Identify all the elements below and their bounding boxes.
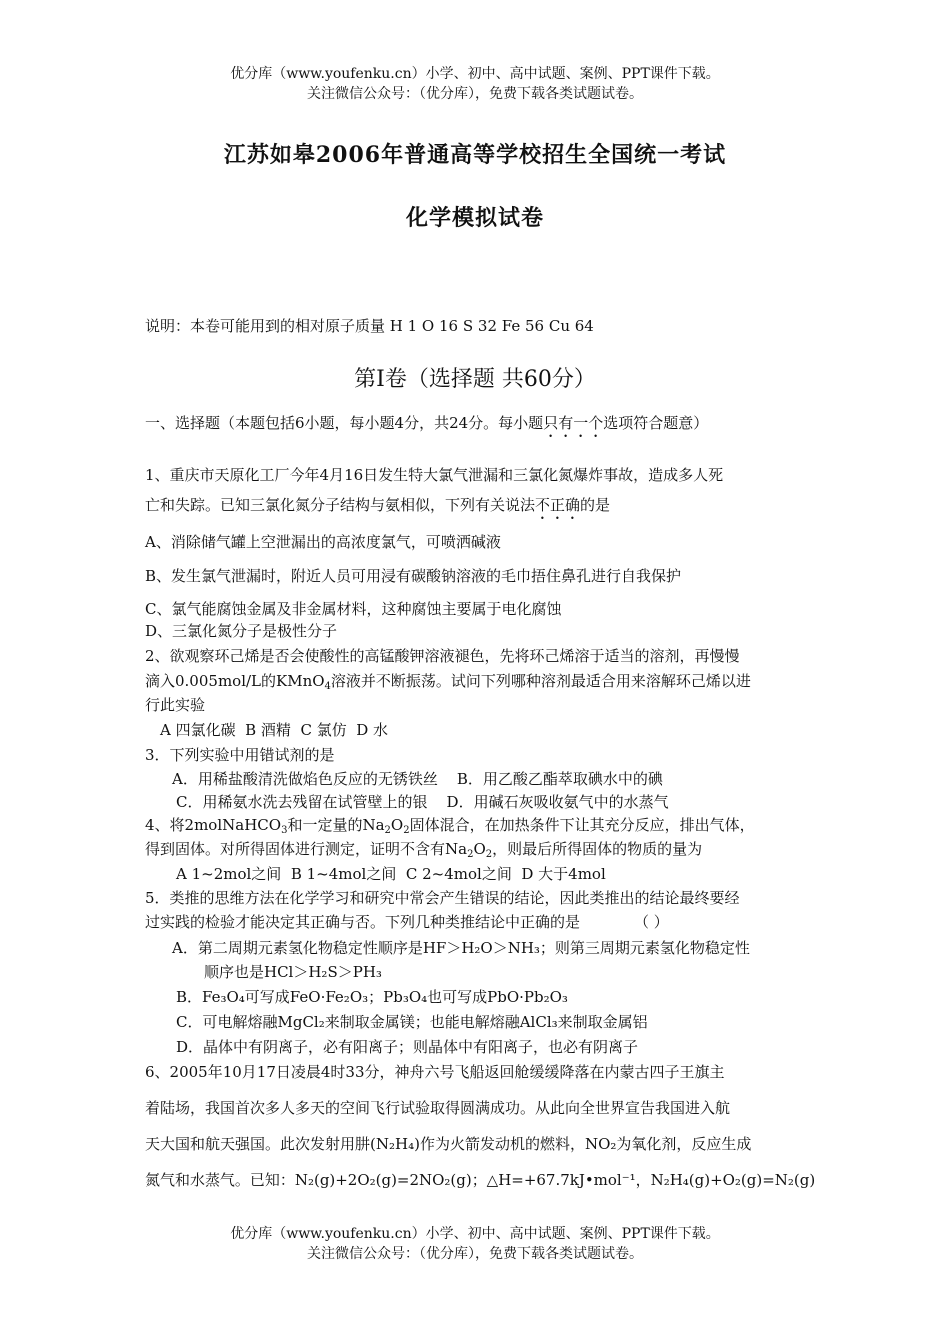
q5-stem-line-1: 5．类推的思维方法在化学学习和研究中常会产生错误的结论，因此类推出的结论最终要经 xyxy=(145,889,740,907)
q2-stem-line-3: 行此实验 xyxy=(145,696,206,714)
q6-stem-line-1: 6、2005年10月17日凌晨4时33分，神舟六号飞船返回舱缓缓降落在内蒙古四子王旗主 xyxy=(145,1063,725,1081)
part1-instructions: 一、选择题（本题包括6小题，每小题4分，共24分。每小题只有一个选项符合题意） xyxy=(145,414,709,432)
exam-title: 江苏如皋2006年普通高等学校招生全国统一考试 xyxy=(223,142,727,168)
q3-stem: 3．下列实验中用错试剂的是 xyxy=(145,746,335,764)
q5-option-c: C．可电解熔融MgCl₂来制取金属镁；也能电解熔融AlCl₃来制取金属铝 xyxy=(176,1013,648,1031)
q4-stem-line-2: 得到固体。对所得固体进行测定，证明不含有$Na_2O_2$，则最后所得固体的物质的量为 xyxy=(145,840,703,860)
q3-options-cd: C．用稀氨水洗去残留在试管壁上的银 D．用碱石灰吸收氨气中的水蒸气 xyxy=(176,793,669,811)
q2-stem-line-1: 2、欲观察环己烯是否会使酸性的高锰酸钾溶液褪色，先将环己烯溶于适当的溶剂，再慢慢 xyxy=(145,647,740,665)
q5-stem-line-2: 过实践的检验才能决定其正确与否。下列几种类推结论中正确的是 （ ） xyxy=(145,913,669,931)
q5-option-a-line-2: 顺序也是HCl＞H₂S＞PH₃ xyxy=(204,963,382,981)
footer-line-1: 优分库（www.youfenku.cn）小学、初中、高中试题、案例、PPT课件下载。 xyxy=(230,1226,720,1242)
q1-option-d: D、三氯化氮分子是极性分子 xyxy=(145,622,338,640)
q4-options: A 1~2mol之间 B 1~4mol之间 C 2~4mol之间 D 大于4mol xyxy=(176,865,606,883)
q1-option-c: C、氯气能腐蚀金属及非金属材料，这种腐蚀主要属于电化腐蚀 xyxy=(145,600,562,618)
q6-stem-line-3: 天大国和航天强国。此次发射用肼(N₂H₄)作为火箭发动机的燃料，NO₂为氧化剂，反应生成 xyxy=(145,1135,752,1153)
q5-option-d: D．晶体中有阴离子，必有阳离子；则晶体中有阳离子，也必有阴离子 xyxy=(176,1038,639,1056)
q6-stem-line-2: 着陆场，我国首次多人多天的空间飞行试验取得圆满成功。从此向全世界宣告我国进入航 xyxy=(145,1099,731,1117)
q5-option-b: B．Fe₃O₄可写成FeO·Fe₂O₃；Pb₃O₄也可写成PbO·Pb₂O₃ xyxy=(176,988,568,1006)
header-line-2: 关注微信公众号：（优分库），免费下载各类试题试卷。 xyxy=(307,86,643,102)
q6-stem-line-4: 氮气和水蒸气。已知：N₂(g)+2O₂(g)=2NO₂(g)；△H=+67.7kJ•mol⁻¹，N₂H₄(g)+O₂(g)=N₂(g) xyxy=(145,1171,816,1189)
q1-stem-line-2: 亡和失踪。已知三氯化氮分子结构与氨相似，下列有关说法不正确的是 xyxy=(145,496,611,514)
q1-option-a: A、消除储气罐上空泄漏出的高浓度氯气，可喷洒碱液 xyxy=(145,533,501,551)
header-line-1: 优分库（www.youfenku.cn）小学、初中、高中试题、案例、PPT课件下载。 xyxy=(230,66,720,82)
footer-line-2: 关注微信公众号：（优分库），免费下载各类试题试卷。 xyxy=(307,1246,643,1262)
q4-stem-line-1: 4、将2molNaHCO$_3$和一定量的$Na_2O_2$固体混合，在加热条件下让其充分反应，排出气体， xyxy=(145,816,755,836)
section-heading: 第Ⅰ卷（选择题 共60分） xyxy=(354,367,596,392)
emphasis-only-one: 只有一个 xyxy=(543,414,604,432)
q2-options: A 四氯化碳 B 酒精 C 氯仿 D 水 xyxy=(160,721,389,739)
answer-paren: （ ） xyxy=(634,913,669,931)
q5-option-a-line-1: A．第二周期元素氢化物稳定性顺序是HF＞H₂O＞NH₃；则第三周期元素氢化物稳定性 xyxy=(172,939,750,957)
emphasis-incorrect: 不正确 xyxy=(535,496,581,514)
atomic-mass-note: 说明：本卷可能用到的相对原子质量 H 1 O 16 S 32 Fe 56 Cu 64 xyxy=(145,317,594,335)
q1-option-b: B、发生氯气泄漏时，附近人员可用浸有碳酸钠溶液的毛巾捂住鼻孔进行自我保护 xyxy=(145,567,682,585)
q2-stem-line-2: 滴入0.005mol/L的KMnO$_4$溶液并不断振荡。试问下列哪种溶剂最适合用来溶解环己烯以进 xyxy=(145,672,751,692)
q3-options-ab: A．用稀盐酸清洗做焰色反应的无锈铁丝 B．用乙酸乙酯萃取碘水中的碘 xyxy=(172,770,663,788)
q1-stem-line-1: 1、重庆市天原化工厂今年4月16日发生特大氯气泄漏和三氯化氮爆炸事故，造成多人死 xyxy=(145,466,724,484)
exam-subtitle: 化学模拟试卷 xyxy=(405,205,544,231)
